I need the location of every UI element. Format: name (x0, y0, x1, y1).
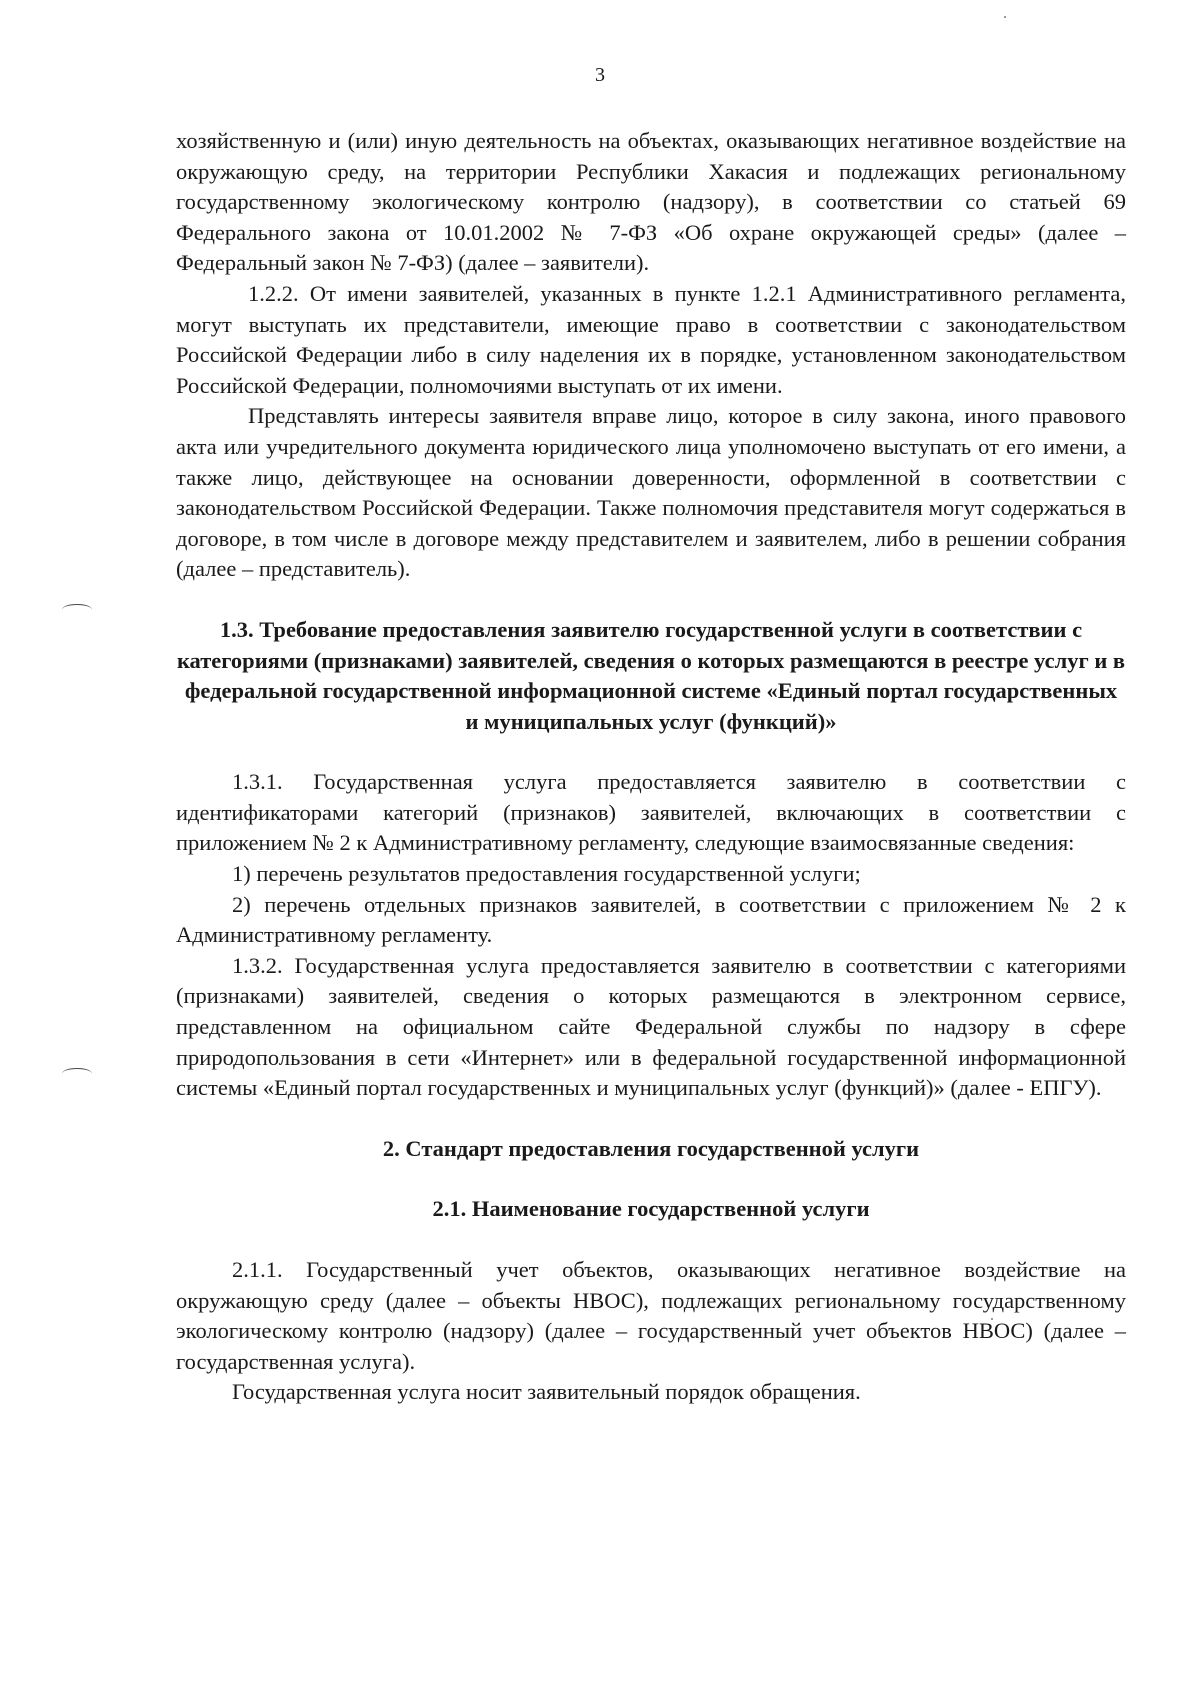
paragraph: 1.3.2. Государственная услуга предоставляется заявителю в соответствии с категориями (признаками) заявителей, сведения о которых размещаются в электронном сервисе, представленном на официальном сайте Федеральной службы по надзору в сфере природопользования в сети «Интернет» или в федеральной государственной информационной системы «Единый портал государственных и муниципальных услуг (функций)» (далее - ЕПГУ). (176, 952, 1126, 1101)
document-body (176, 126, 1126, 1408)
scan-artifact-dot (1004, 16, 1006, 18)
section-heading-2: 2. Стандарт предоставления государственной услуги (382, 1135, 920, 1161)
paragraph: 1.2.2. От имени заявителей, указанных в пункте 1.2.1 Административного регламента, могут выступать их представители, имеющие право в соответствии с законодательством Российской Федерации либо в силу наделения их в порядке, установленном законодательством Российской Федерации, полномочиями выступать от их имени. (176, 280, 1126, 398)
page-number: 3 (595, 64, 605, 86)
scan-artifact-mark (62, 604, 92, 615)
paragraph: хозяйственную и (или) иную деятельность на объектах, оказывающих негативное воздействие на окружающую среду, на территории Республики Хакасия и подлежащих региональному государственному экологическому контролю (надзору), в соответствии со статьей 69 Федерального закона от 10.01.2002 № 7-ФЗ «Об охране окружающей среды» (далее – Федеральный закон № 7-ФЗ) (далее – заявители). (176, 128, 1126, 276)
section-heading-2-1: 2.1. Наименование государственной услуги (432, 1196, 870, 1222)
paragraph: 2.1.1. Государственный учет объектов, оказывающих негативное воздействие на окружающую среду (далее – объекты НВОС), подлежащих региональному государственному экологическому контролю (надзору) (далее – государственный учет объектов НВОС) (далее – государственная услуга). (176, 1257, 1126, 1374)
list-item: 1) перечень результатов предоставления государственной услуги; (232, 861, 861, 887)
list-item: 2) перечень отдельных признаков заявителей, в соответствии с приложением № 2 к Административному регламенту. (176, 891, 1126, 948)
paragraph: Государственная услуга носит заявительный порядок обращения. (232, 1379, 861, 1405)
section-heading-1-3: 1.3. Требование предоставления заявителю государственной услуги в соответствии с категориями (признаками) заявителей, сведения о которых размещаются в реестре услуг и в федеральной государственной информационной системе «Единый портал государственных и муниципальных услуг (функций)» (176, 616, 1126, 734)
scan-artifact-mark (62, 1068, 92, 1079)
paragraph: Представлять интересы заявителя вправе лицо, которое в силу закона, иного правового акта или учредительного документа юридического лица уполномочено выступать от его имени, а также лицо, действующее на основании доверенности, оформленной в соответствии с законодательством Российской Федерации. Также полномочия представителя могут содержаться в договоре, в том числе в договоре между представителем и заявителем, либо в решении собрания (далее – представитель). (176, 403, 1126, 582)
paragraph: 1.3.1. Государственная услуга предоставляется заявителю в соответствии с идентификаторами категорий (признаков) заявителей, включающих в соответствии с приложением № 2 к Административному регламенту, следующие взаимосвязанные сведения: (176, 769, 1126, 856)
